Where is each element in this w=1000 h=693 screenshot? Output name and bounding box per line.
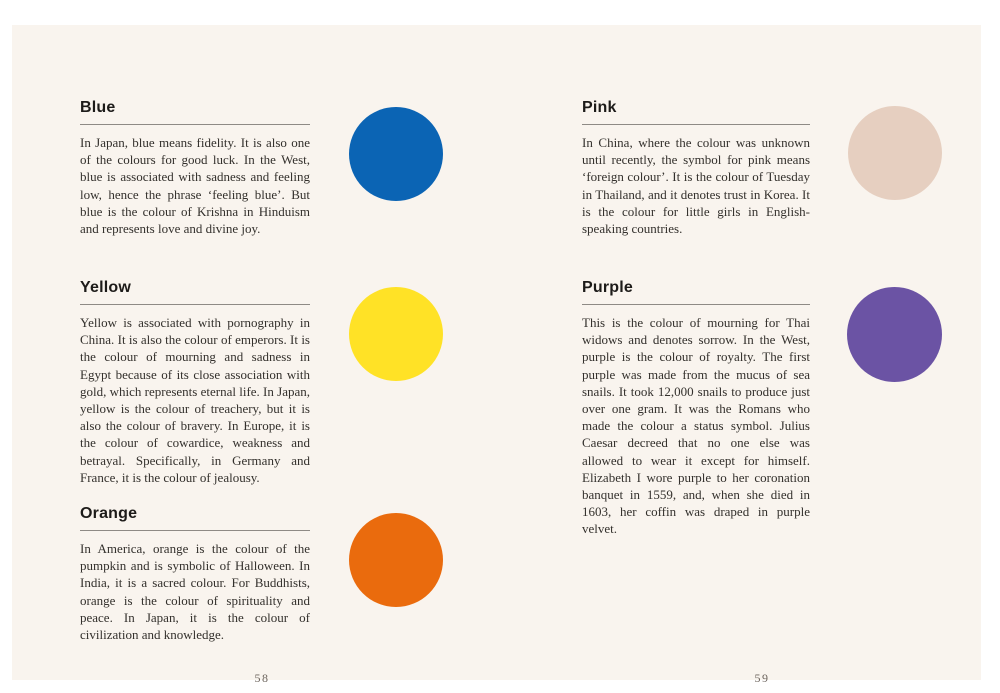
section-yellow bbox=[80, 279, 310, 486]
section-pink bbox=[582, 99, 810, 237]
paper-spread bbox=[12, 25, 981, 685]
page-number-right: 59 bbox=[754, 671, 770, 685]
heading-divider bbox=[80, 124, 310, 125]
section-heading-purple: Purple bbox=[582, 279, 633, 296]
heading-divider bbox=[582, 124, 810, 125]
section-body-orange: In America, orange is the colour of the pumpkin and is symbolic of Halloween. In India, it is a sacred colour. For Buddhists, orange is the colour of spirituality and peace. In Japan, it is the colour of civilization and knowledge. bbox=[80, 541, 310, 643]
heading-divider bbox=[80, 530, 310, 531]
orange-color-circle bbox=[349, 513, 443, 607]
section-body-yellow: Yellow is associated with pornography in China. It is also the colour of emperors. It is the colour of mourning and sadness in Egypt because of its close association with gold, which represents eternal life. In Japan, yellow is the colour of treachery, but it is also the colour of bravery. In Europe, it is the colour of cowardice, weakness and betrayal. Specifically, in Germany and France, it is the colour of jealousy. bbox=[80, 315, 310, 485]
purple-color-circle bbox=[847, 287, 942, 382]
section-heading-orange: Orange bbox=[80, 505, 138, 522]
section-orange bbox=[80, 505, 310, 643]
yellow-color-circle bbox=[349, 287, 443, 381]
section-body-pink: In China, where the colour was unknown until recently, the symbol for pink means ‘foreign colour’. It is the colour of Tuesday in Thailand, and it denotes trust in Korea. It is the colour for little girls in English-speaking countries. bbox=[582, 135, 810, 237]
section-heading-blue: Blue bbox=[80, 99, 116, 116]
pink-color-circle bbox=[848, 106, 942, 200]
section-blue bbox=[80, 99, 310, 237]
page-number-left: 58 bbox=[254, 671, 270, 685]
section-body-purple: This is the colour of mourning for Thai widows and denotes sorrow. In the West, purple is the colour of royalty. The first purple was made from the mucus of sea snails. It took 12,000 snails to produce just over one gram. It was the Romans who made the colour a status symbol. Julius Caesar decreed that no one else was allowed to wear it except for himself. Elizabeth I wore purple to her coronation banquet in 1559, and, when she died in 1603, her coffin was draped in purple velvet. bbox=[582, 315, 810, 537]
section-heading-pink: Pink bbox=[582, 99, 617, 116]
section-purple bbox=[582, 279, 810, 538]
blue-color-circle bbox=[349, 107, 443, 201]
section-body-blue: In Japan, blue means fidelity. It is also one of the colours for good luck. In the West, blue is associated with sadness and feeling low, hence the phrase ‘feeling blue’. But blue is the colour of Krishna in Hinduism and represents love and divine joy. bbox=[80, 135, 310, 237]
heading-divider bbox=[80, 304, 310, 305]
heading-divider bbox=[582, 304, 810, 305]
section-heading-yellow: Yellow bbox=[80, 279, 131, 296]
